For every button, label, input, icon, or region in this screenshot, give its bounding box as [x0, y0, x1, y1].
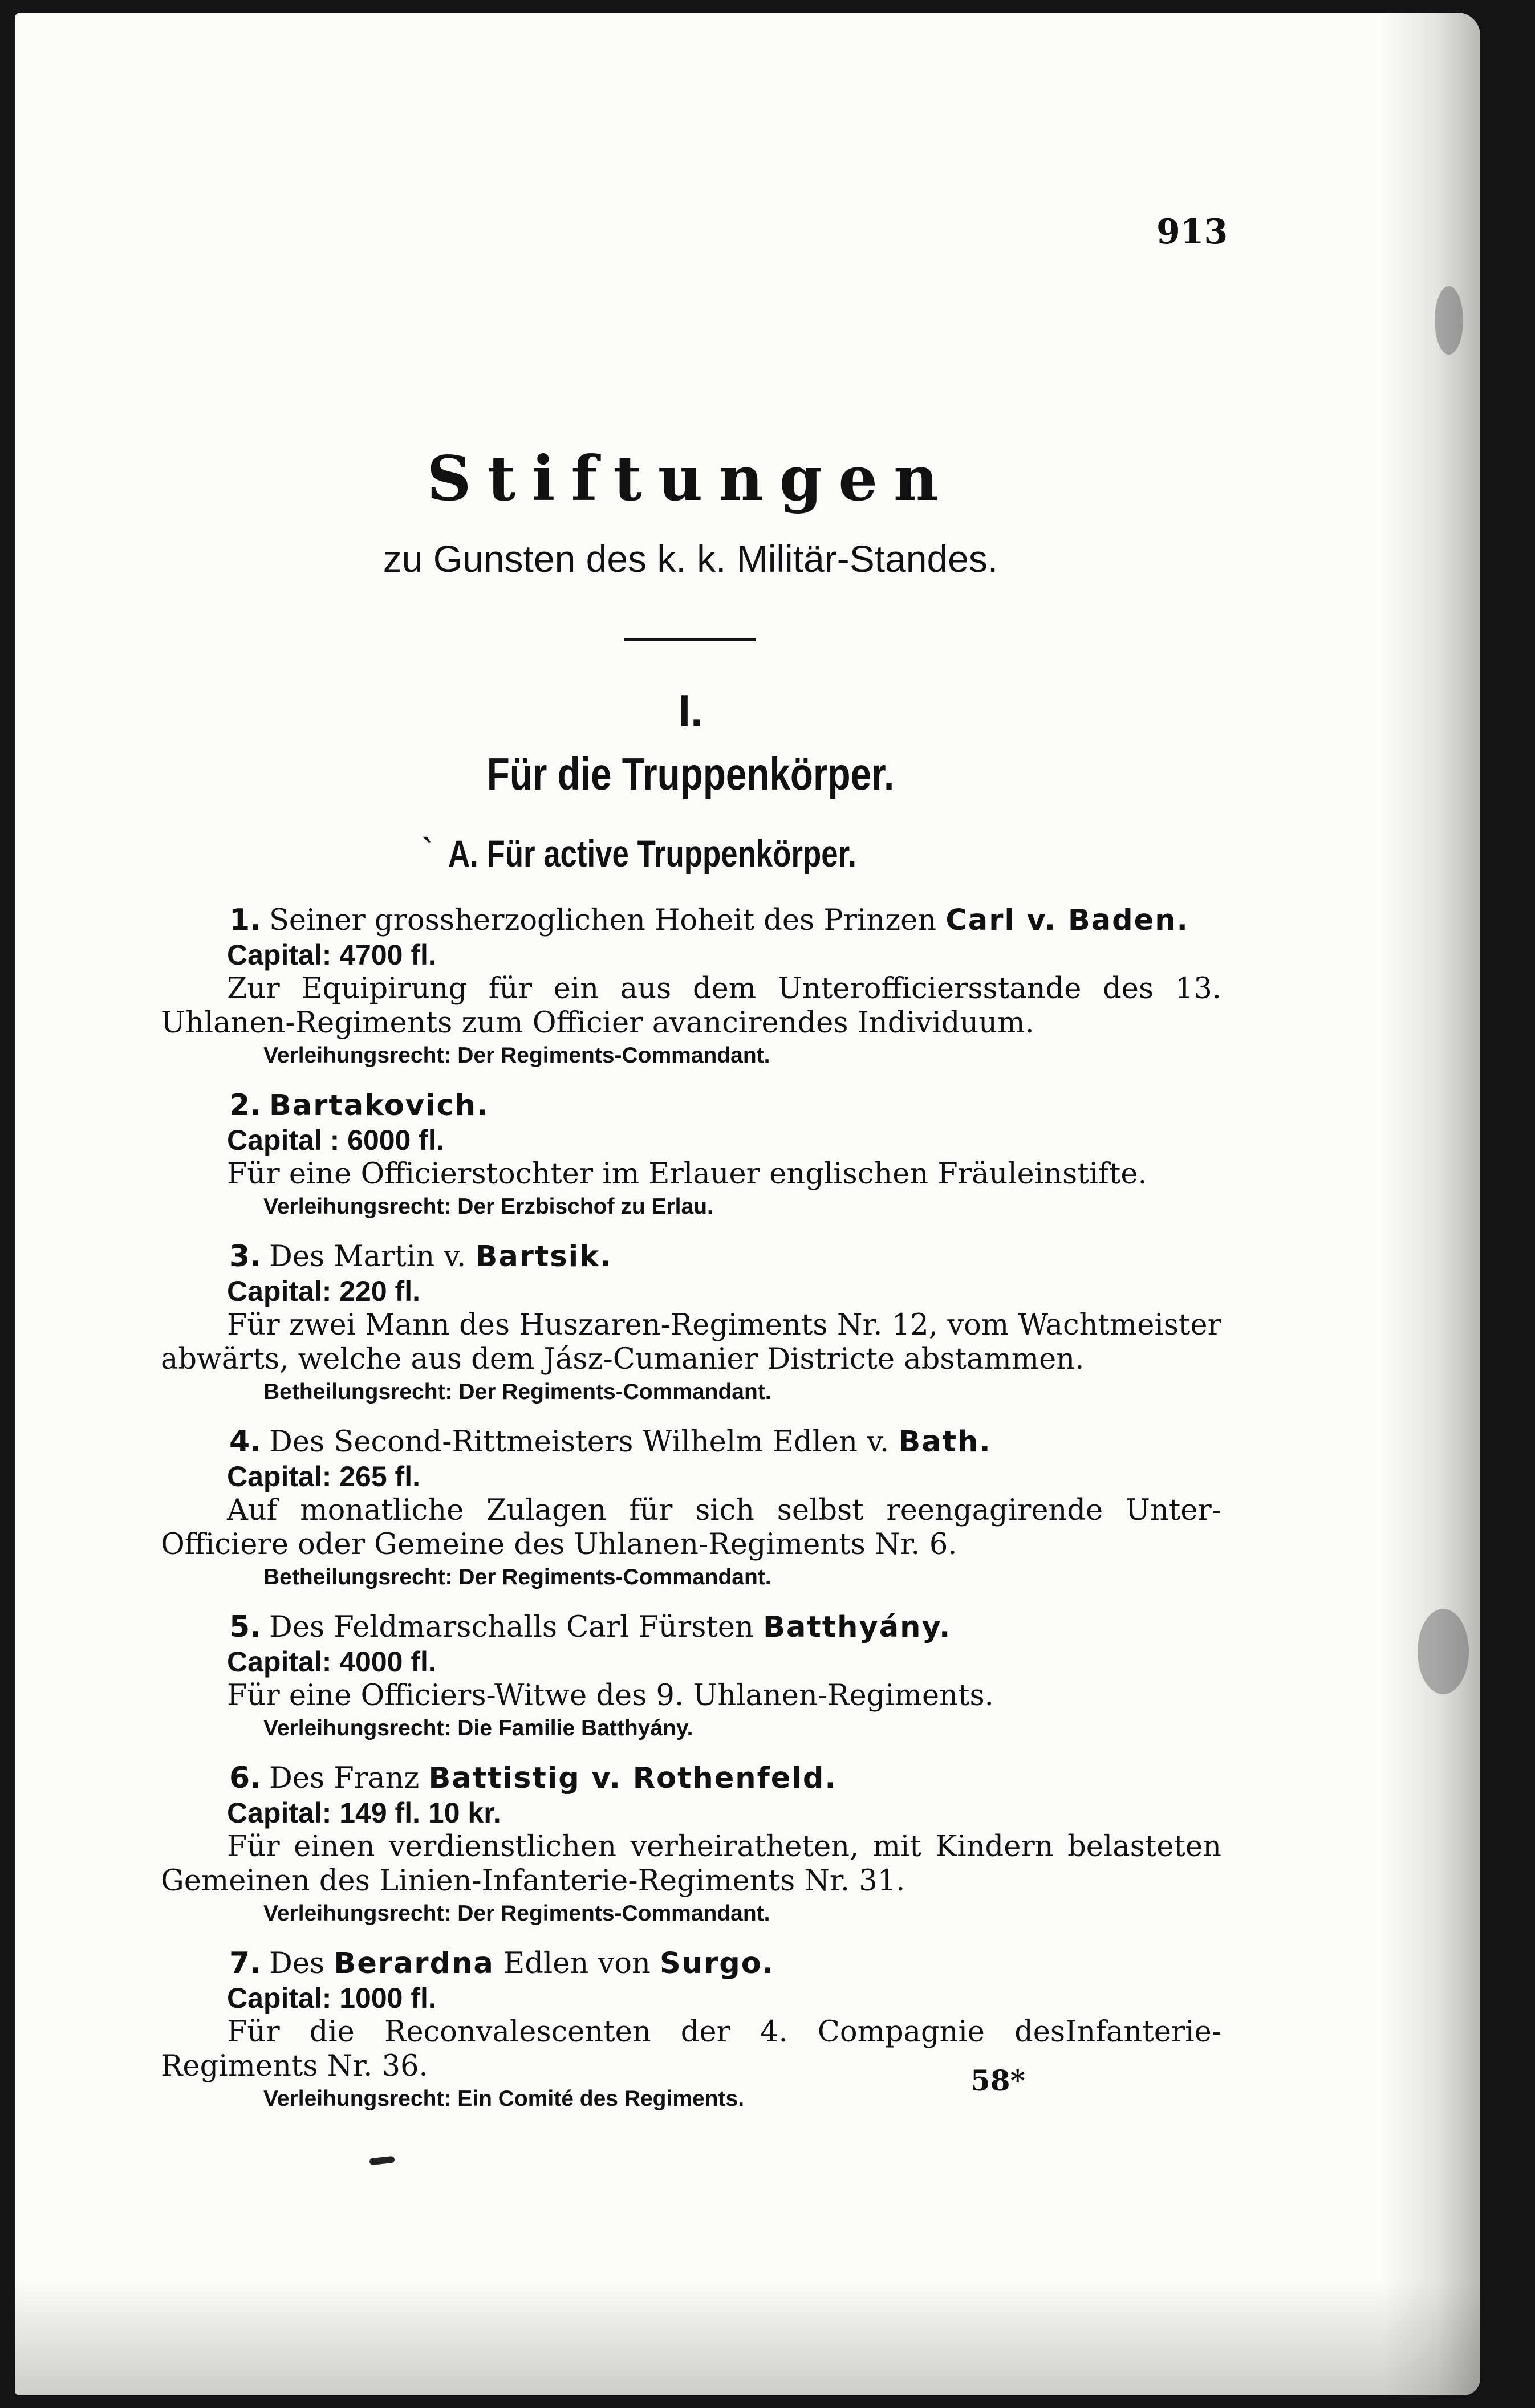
entry-rights: Betheilungsrecht: Der Regiments-Commandant.: [263, 1565, 771, 1589]
entry: [161, 1425, 1221, 1593]
entry-donor: Des: [269, 1947, 334, 1980]
entry-name-2: Surgo.: [660, 1947, 775, 1980]
entry-rights: Verleihungsrecht: Der Regiments-Commandant.: [263, 1901, 770, 1926]
entry-rights: Verleihungsrecht: Ein Comité des Regiments.: [263, 2086, 745, 2111]
page-subtitle: zu Gunsten des k. k. Militär-Standes.: [383, 538, 998, 580]
entry-name: Berardna: [334, 1947, 494, 1980]
entry-purpose: Für eine Officierstochter im Erlauer englischen Fräuleinstifte.: [227, 1157, 1147, 1191]
entry: [161, 1239, 1221, 1408]
page-number: 913: [1156, 212, 1228, 252]
ink-mark: [369, 2156, 395, 2166]
entry-name: Batthyány.: [763, 1610, 952, 1644]
entry-capital: Capital: 265 fl.: [227, 1461, 420, 1492]
entry-purpose: Für eine Officiers-Witwe des 9. Uhlanen-Regiments.: [227, 1679, 994, 1713]
entry-donor-cont: Edlen von: [494, 1947, 660, 1980]
entry-capital: Capital: 1000 fl.: [227, 1982, 436, 2014]
entry-donor: Seiner grossherzoglichen Hoheit des Prinzen: [269, 904, 946, 937]
stain: [1435, 286, 1463, 355]
entry-number: 7.: [229, 1946, 261, 1980]
signature-mark: 58*: [970, 2064, 1025, 2097]
foundation-entries: [161, 903, 1221, 2132]
subsection-heading: A. Für active Truppenkörper.: [448, 832, 856, 874]
entry-name: Carl v. Baden.: [945, 904, 1189, 937]
document-page: [15, 13, 1480, 2395]
entry-donor: Des Second-Rittmeisters Wilhelm Edlen v.: [269, 1425, 899, 1459]
entry: [161, 1610, 1221, 1744]
entry-purpose: Für zwei Mann des Huszaren-Regiments Nr. 12, vom Wachtmeister abwärts, welche aus dem Jász-Cumanier Districte abstammen.: [161, 1308, 1221, 1376]
entry-capital: Capital: 4700 fl.: [227, 939, 436, 971]
section-heading: Für die Truppenkörper.: [486, 749, 895, 799]
part-numeral: I.: [678, 686, 703, 736]
entry-purpose: Für einen verdienstlichen verheiratheten, mit Kindern belasteten Gemeinen des Linien-Infanterie-Regiments Nr. 31.: [161, 1830, 1221, 1898]
entry-capital: Capital: 220 fl.: [227, 1275, 420, 1307]
entry-number: 4.: [229, 1425, 261, 1459]
page-title: Stiftungen: [427, 443, 955, 515]
margin-tick-mark: `: [421, 833, 436, 868]
entry: [161, 1088, 1221, 1222]
entry-purpose: Zur Equipirung für ein aus dem Unterofficiersstande des 13. Uhlanen-Regiments zum Officier avancirendes Individuum.: [161, 972, 1221, 1040]
entry-rights: Verleihungsrecht: Der Erzbischof zu Erlau.: [263, 1194, 713, 1219]
stain: [1418, 1609, 1469, 1694]
entry-capital: Capital : 6000 fl.: [227, 1124, 444, 1156]
entry-name: Bartakovich.: [269, 1089, 489, 1122]
entry-name: Bartsik.: [475, 1240, 612, 1274]
entry-number: 2.: [229, 1088, 261, 1122]
entry-name: Battistig v. Rothenfeld.: [428, 1762, 837, 1795]
entry-capital: Capital: 149 fl. 10 kr.: [227, 1797, 501, 1829]
page-bottom-shadow: [15, 2281, 1480, 2395]
entry-number: 3.: [229, 1239, 261, 1274]
entry: [161, 1946, 1221, 2114]
title-rule: [624, 638, 756, 641]
entry-rights: Verleihungsrecht: Der Regiments-Commandant.: [263, 1043, 770, 1068]
entry: [161, 1761, 1221, 1929]
entry-capital: Capital: 4000 fl.: [227, 1646, 436, 1678]
entry-purpose: Für die Reconvalescenten der 4. Compagnie desInfanterie-Regiments Nr. 36.: [161, 2015, 1221, 2083]
entry-number: 1.: [229, 903, 261, 937]
entry-rights: Betheilungsrecht: Der Regiments-Commandant.: [263, 1380, 771, 1404]
entry-rights: Verleihungsrecht: Die Familie Batthyány.: [263, 1716, 693, 1740]
entry-number: 5.: [229, 1610, 261, 1644]
entry-name: Bath.: [898, 1425, 992, 1459]
entry: [161, 903, 1221, 1071]
entry-purpose: Auf monatliche Zulagen für sich selbst reengagirende Unter-Officiere oder Gemeine des Uhlanen-Regiments Nr. 6.: [161, 1494, 1221, 1561]
entry-number: 6.: [229, 1761, 261, 1795]
entry-donor: Des Martin v.: [269, 1240, 476, 1274]
page-edge-shadow: [1383, 13, 1480, 2395]
entry-donor: Des Feldmarschalls Carl Fürsten: [269, 1610, 764, 1644]
entry-donor: Des Franz: [269, 1762, 429, 1795]
